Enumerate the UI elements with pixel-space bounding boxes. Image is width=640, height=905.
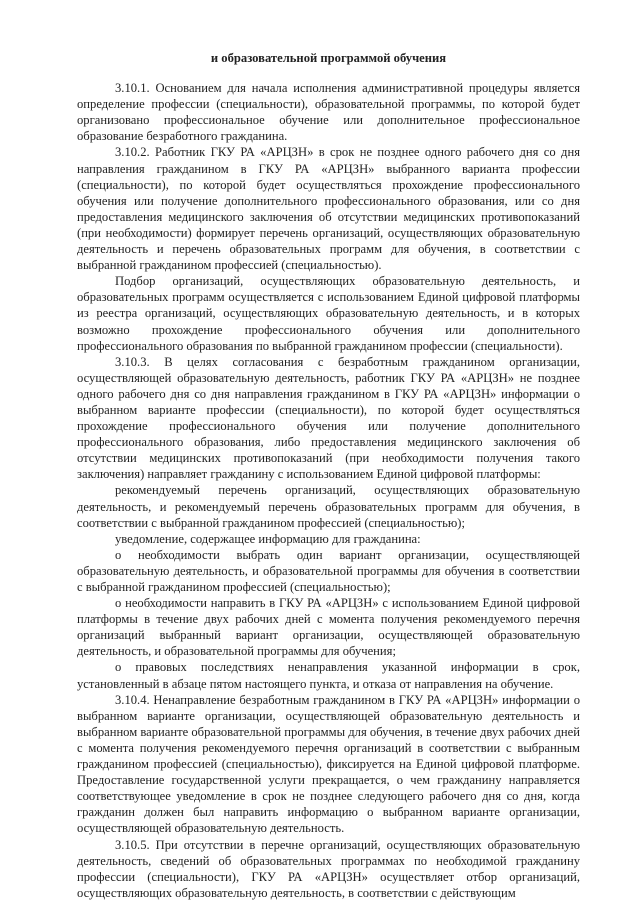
paragraph-notification: уведомление, содержащее информацию для гражданина: (115, 531, 421, 546)
paragraph-3-10-1: 3.10.1. Основанием для начала исполнения административной процедуры является определение профессии (специальности), образовательной программы, по которой будет организовано профессиональное обучение или дополнительное профессиональное образование безработного гражданина. (77, 81, 580, 144)
paragraph-3-10-5: 3.10.5. При отсутствии в перечне организаций, осуществляющих образовательную деятельность, сведений об образовательных программах по необходимой гражданину профессии (специальности), ГКУ РА «АРЦЗН» осуществляет отбор организаций, осуществляющих образовательную деятельность, в соответствии с действующим (77, 837, 580, 900)
paragraph-3-10-3: 3.10.3. В целях согласования с безработным гражданином организации, осуществляющей образовательную деятельность, работник ГКУ РА «АРЦЗН» не позднее одного рабочего дня со дня направления гражданином в ГКУ РА «АРЦЗН» информации о выбранном варианте профессии (специальности), по которой будет осуществляться прохождение профессионального обучения или получение дополнительного профессионального образования, либо предоставления медицинского заключения об отсутствии медицинских противопоказаний (при необходимости получения такого заключения) направляет гражданину с использованием Единой цифровой платформы: (77, 354, 580, 482)
paragraph-send-choice: о необходимости направить в ГКУ РА «АРЦЗН» с использованием Единой цифровой платформы в течение двух рабочих дней с момента получения рекомендуемого перечня организаций выбранный вариант организации, осуществляющей образовательную деятельность, и образовательной программы для обучения; (77, 596, 580, 659)
document-page (77, 50, 580, 901)
paragraph-3-10-2: 3.10.2. Работник ГКУ РА «АРЦЗН» в срок не позднее одного рабочего дня со дня направления гражданином в ГКУ РА «АРЦЗН» выбранного варианта профессии (специальности), по которой будет осуществляться прохождение профессионального обучения или получение дополнительного профессионального образования, или со дня предоставления медицинского заключения об отсутствии медицинских противопоказаний (при необходимости) формирует перечень организаций, осуществляющих образовательную деятельность и перечень образовательных программ для обучения, в соответствии с выбранной гражданином профессией (специальностью). (77, 145, 580, 273)
paragraph-legal-consequences: о правовых последствиях ненаправления указанной информации в срок, установленный в абзаце пятом настоящего пункта, и отказа от направления на обучение. (77, 660, 580, 691)
paragraph-recommended-list: рекомендуемый перечень организаций, осуществляющих образовательную деятельность, и рекомендуемый перечень образовательных программ для обучения, в соответствии с выбранной гражданином профессией (специальностью); (77, 483, 580, 530)
paragraph-choose-option: о необходимости выбрать один вариант организации, осуществляющей образовательную деятельность, и образовательной программы для обучения в соответствии с выбранной гражданином профессией (специальностью); (77, 547, 580, 594)
paragraph-3-10-4: 3.10.4. Ненаправление безработным гражданином в ГКУ РА «АРЦЗН» информации о выбранном варианте организации, осуществляющей образовательную деятельность и выбранном варианте образовательной программы для обучения, в течение двух рабочих дней с момента получения рекомендуемого перечня организаций в соответствии с выбранным гражданином профессией (специальностью), фиксируется на Единой цифровой платформе. Предоставление государственной услуги прекращается, о чем гражданину направляется соответствующее уведомление в срок не позднее следующего рабочего дня со дня, когда гражданин должен был направить информацию о выбранном варианте организации, осуществляющей образовательную деятельность. (77, 692, 580, 836)
paragraph-selection-of-organizations: Подбор организаций, осуществляющих образовательную деятельность, и образовательных программ осуществляется с использованием Единой цифровой платформы из реестра организаций, осуществляющих образовательную деятельность, и в которых возможно прохождение профессионального обучения или дополнительного профессионального образования по выбранной гражданином профессии (специальности). (77, 274, 580, 353)
section-title: и образовательной программой обучения (210, 51, 447, 65)
